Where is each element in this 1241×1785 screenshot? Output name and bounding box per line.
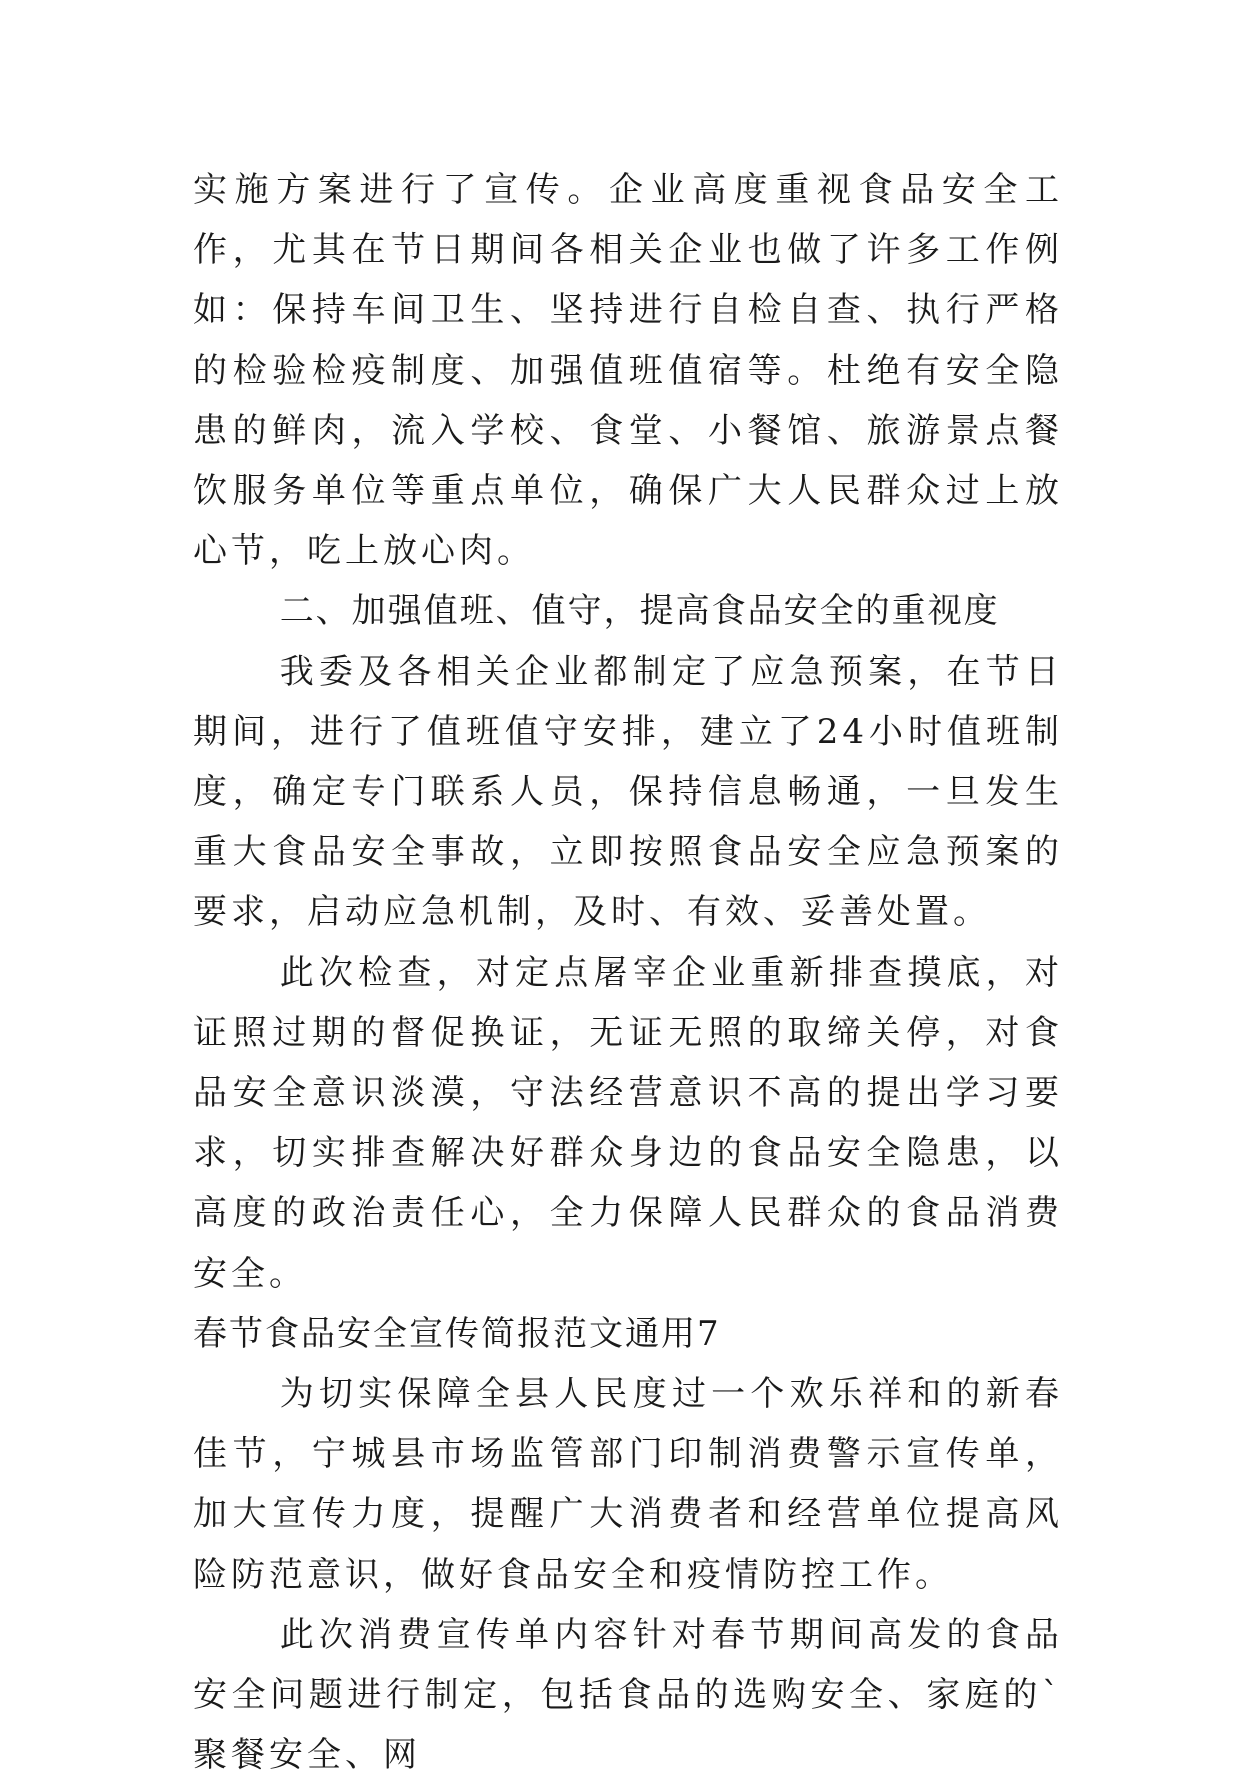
paragraph-inspection: 此次检查，对定点屠宰企业重新排查摸底，对证照过期的督促换证，无证无照的取缔关停，对食品安全意识淡漠，守法经营意识不高的提出学习要求，切实排查解决好群众身边的食品安全隐患，以高度的政治责任心，全力保障人民群众的食品消费安全。	[193, 952, 1063, 1294]
article-title-7: 春节食品安全宣传简报范文通用7	[193, 1313, 721, 1354]
paragraph-emergency-plan: 我委及各相关企业都制定了应急预案，在节日期间，进行了值班值守安排，建立了24小时值班制度，确定专门联系人员，保持信息畅通，一旦发生重大食品安全事故，立即按照食品安全应急预案的要求，启动应急机制，及时、有效、妥善处置。	[193, 651, 1063, 933]
paragraph-continuation: 实施方案进行了宣传。企业高度重视食品安全工作，尤其在节日期间各相关企业也做了许多工作例如：保持车间卫生、坚持进行自检自查、执行严格的检验检疫制度、加强值班值宿等。杜绝有安全隐患的鲜肉，流入学校、食堂、小餐馆、旅游景点餐饮服务单位等重点单位，确保广大人民群众过上放心节，吃上放心肉。	[193, 170, 1063, 572]
document-body	[193, 160, 1063, 1785]
paragraph-leaflet-content: 此次消费宣传单内容针对春节期间高发的食品安全问题进行制定，包括食品的选购安全、家庭的`聚餐安全、网	[193, 1614, 1063, 1776]
paragraph-ningcheng-intro: 为切实保障全县人民度过一个欢乐祥和的新春佳节，宁城县市场监管部门印制消费警示宣传单，加大宣传力度，提醒广大消费者和经营单位提高风险防范意识，做好食品安全和疫情防控工作。	[193, 1374, 1063, 1595]
section-heading-2: 二、加强值班、值守，提高食品安全的重视度	[279, 591, 1000, 632]
